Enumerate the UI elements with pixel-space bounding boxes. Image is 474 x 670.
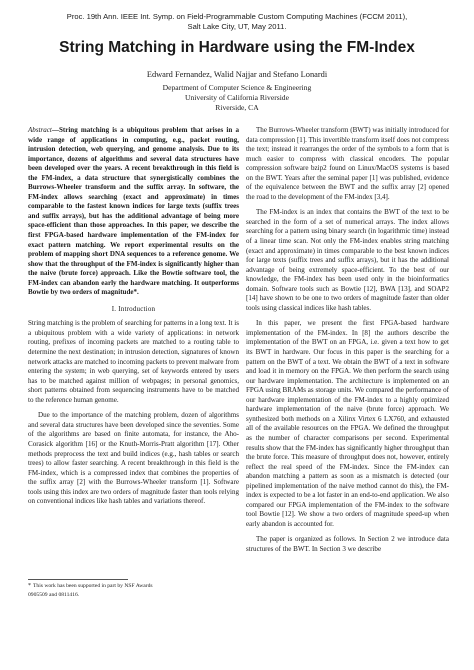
affiliation-university: University of California Riverside xyxy=(185,93,289,102)
intro-paragraph-2: Due to the importance of the matching problem, dozen of algorithms and several data structures have been developed since the seventies. Some of the algorithms are based on finite automata, for instance, the Aho-Corasick algorithm [16] or the Knuth-Morris-Pratt algorithm [17]. Other methods preprocess the text and build indices (e.g., hash tables or search trees) to allow faster searching. A recent breakthrough in this field is the FM-index, which is a compressed index that combines the properties of the suffix array [2] with the Burrows-Wheeler transform [1]. Software tools using this index are two orders of magnitude faster than tools relying on conventional indices like hash tables and variations thereof. xyxy=(28,411,239,506)
left-column xyxy=(28,126,239,507)
proceedings-header xyxy=(0,12,474,32)
footnote-text: This work has been supported in part by NSF Awards 0905509 and 0811416. xyxy=(28,583,153,598)
abstract-end-mark: *. xyxy=(133,288,139,297)
affiliation-city: Riverside, CA xyxy=(215,103,259,112)
proceedings-line-2: Salt Lake City, UT, May 2011. xyxy=(187,22,287,31)
right-paragraph-3: In this paper, we present the first FPGA-based hardware implementation of the FM-index. In [8] the authors describe the implementation of the BWT on an FPGA, i.e. given a text how to get its BWT in hardware. Our focus in this paper is the searching for a pattern on the BWT of a text. We obtain the BWT of a text in software and load it in memory on the FPGA. We then perform the search using our hardware implementation. The architecture is implemented on an FPGA using BRAMs as storage units. We compared the performance of our hardware implementation of the FM-index to a highly optimized hardware implementation of the naive (brute force) approach. We synthesized both methods on a Xilinx Virtex 6 LX760, and exhausted all of the available resources on the FPGA. We defined the throughput as the number of character comparisons per second. Experimental results show that the FM-index has significantly higher throughput than the brute force. This measure of throughput does not, however, entirely reflect the real speed of the FM-index. Since the FM-index can abandon matching a pattern as soon as a mismatch is detected (our pipelined implementation of the naive method cannot do this), the FM-index is expected to be a lot faster in an end-to-end application. We also compared our FPGA implementation of the FM-index to the software tool Bowtie [12]. We show a two orders of magnitude speed-up when early abandon is accounted for. xyxy=(246,319,449,528)
author-affiliation xyxy=(0,83,474,113)
footnote xyxy=(28,582,158,600)
paper-title: String Matching in Hardware using the FM-Index xyxy=(59,39,415,56)
abstract-dash: — xyxy=(51,126,59,134)
right-paragraph-4: The paper is organized as follows. In Section 2 we introduce data structures of the BWT. In Section 3 we describe xyxy=(246,535,449,553)
affiliation-department: Department of Computer Science & Engineering xyxy=(162,83,312,92)
right-paragraph-1: The Burrows-Wheeler transform (BWT) was initially introduced for data compression [1]. This invertible transform itself does not compress the text; instead it rearranges the order of the symbols to a form that is much easier to compress with classical encoders. The popular compression software bzip2 found on Linux/MacOS systems is based on the BWT. Years after the seminal paper [1] was published, evidence of the equivalence between the BWT and the suffix array [2] opened the road to the development of the FM-index [3,4]. xyxy=(246,126,449,201)
right-column xyxy=(246,126,449,555)
abstract-label: Abstract xyxy=(28,126,52,134)
paper-authors: Edward Fernandez, Walid Najjar and Stefano Lonardi xyxy=(146,70,328,79)
proceedings-line-1: Proc. 19th Ann. IEEE Int. Symp. on Field-Programmable Custom Computing Machines (FCCM 2011), xyxy=(66,12,408,21)
abstract-text: String matching is a ubiquitous problem that arises in a wide range of applications in computing, e.g., packet routing, intrusion detection, web querying, and genome analysis. Due to its importance, dozens of algorithms and several data structures have been developed over the years. A recent breakthrough in this field is the FM-index, a data structure that synergistically combines the Burrows-Wheeler transform and the suffix array. In software, the FM-index allows searching (exact and approximate) in times comparable to the fastest known indices for large texts (suffix trees and suffix arrays), but has the additional advantage of being more space-efficient than those approaches. In this paper, we describe the first FPGA-based hardware implementation of the FM-index for exact pattern matching. We report experimental results on the problem of mapping short DNA sequences to a reference genome. We show that the throughput of the FM-index is significantly higher than the naive (brute force) approach. Like the Bowtie software tool, the FM-index can abandon early the hardware matching. It outperforms Bowtie by two orders of magnitude xyxy=(28,126,239,297)
right-paragraph-2: The FM-index is an index that contains the BWT of the text to be searched in the form of a set of numerical arrays. The index allows searching for a pattern using binary search (in logarithmic time) instead of a linear time scan. Not only the FM-index enables string matching (exact and approximate) in times comparable to the best known indices for large texts (suffix trees and suffix arrays), but it has the additional advantage of being extremely space-efficient. To the best of our knowledge, the FM-index has been used only in the bioinformatics domain. Software tools such as Bowtie [12], BWA [13], and SOAP2 [14] have shown to be one to two orders of magnitude faster than older tools using classical indices like hash tables. xyxy=(246,208,449,312)
abstract xyxy=(28,126,239,298)
footnote-divider xyxy=(28,579,128,580)
intro-paragraph-1: String matching is the problem of searching for patterns in a long text. It is a ubiquitous problem with a wide variety of applications: in network routing, prefixes of incoming packets are matched to a routing table to determine the next destination; in intrusion detection, signatures of known network attacks are matched to incoming packets to prevent malware from entering the system; in web querying, set of keywords entered by users has to be matched against million of webpages; in personal genomics, short patterns obtained from sequencing instruments have to be matched to the reference human genome. xyxy=(28,319,239,404)
footnote-mark: * xyxy=(28,583,31,589)
section-heading-introduction: I. Introduction xyxy=(111,304,156,313)
